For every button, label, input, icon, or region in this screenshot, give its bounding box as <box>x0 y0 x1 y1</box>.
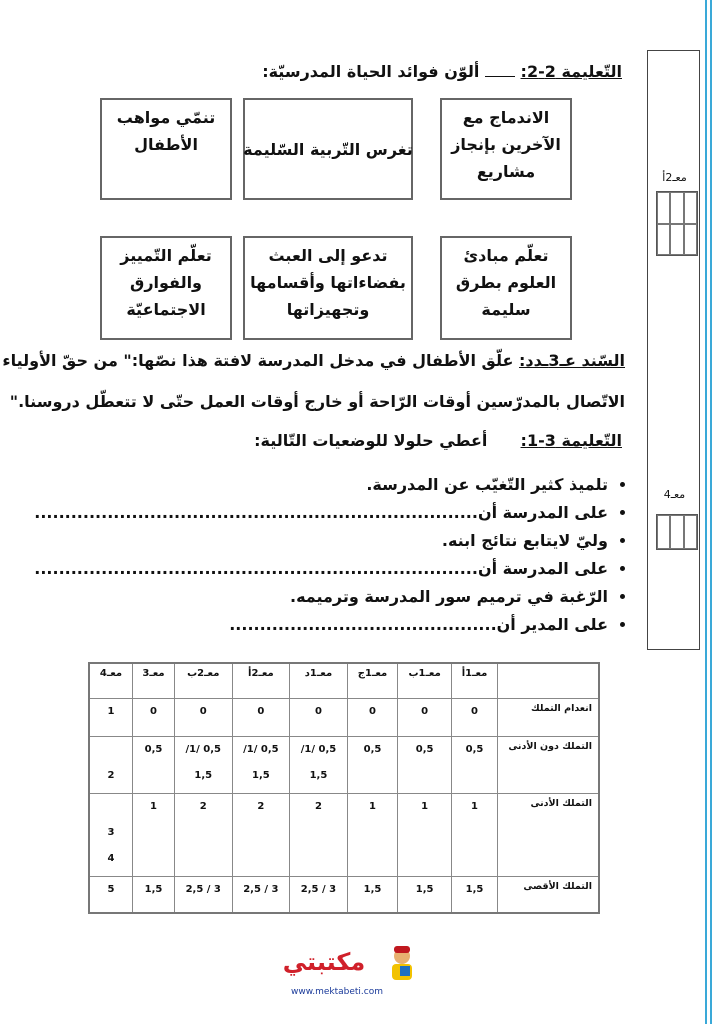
task-2-2-heading <box>262 62 622 81</box>
grading-criteria-table <box>88 662 600 914</box>
benefit-box-5[interactable]: تدعو إلى العبث بفضاءاتها وأقسامها وتجهيزاتها <box>243 236 413 340</box>
score-cell: 2 <box>232 794 290 877</box>
sanad-3-line-1 <box>2 351 625 370</box>
header-cell: معـ1ب <box>398 663 452 699</box>
header-cell: معـ1أ <box>452 663 498 699</box>
svg-text:مكتبتي: مكتبتي <box>282 948 366 976</box>
score-cell: 0,5 /1/ 1,5 <box>232 737 290 794</box>
score-cell: 0,5 <box>133 737 175 794</box>
score-cell: 5 <box>89 877 133 913</box>
page-border-inner <box>710 0 712 1024</box>
situation-item: • الرّغبة في ترميم سور المدرسة وترميمه. <box>34 583 608 611</box>
logo-graphic <box>262 944 422 998</box>
score-cell: 0,5 /1/ 1,5 <box>174 737 232 794</box>
score-cell: 1 <box>133 794 175 877</box>
task-label: التّعليمة 2-2: <box>520 62 622 81</box>
page-border-outer <box>705 0 707 1024</box>
grading-sidebar <box>647 50 700 650</box>
task-instruction: أعطي حلولا للوضعيات التّالية: <box>254 431 488 450</box>
row-label: التملك الأدنى <box>498 794 600 877</box>
row-label: التملك الأقصى <box>498 877 600 913</box>
header-cell: معـ2ب <box>174 663 232 699</box>
header-cell: معـ1د <box>290 663 348 699</box>
score-cell: 0 <box>398 699 452 737</box>
score-cell: 0 <box>452 699 498 737</box>
table-row <box>89 877 599 913</box>
score-cell: 1 <box>398 794 452 877</box>
score-cell: 0 <box>290 699 348 737</box>
sanad-text-1: علّق الأطفال في مدخل المدرسة لافتة هذا نصّها:" من حقّ الأولياء <box>2 351 514 370</box>
task-3-1-heading <box>254 431 622 450</box>
score-cell: 0 <box>232 699 290 737</box>
situation-item: • وليّ لايتابع نتائج ابنه. <box>34 527 608 555</box>
row-label: التملك دون الأدنى <box>498 737 600 794</box>
table-header-row <box>89 663 599 699</box>
task-label: التّعليمة 3-1: <box>520 431 622 450</box>
sidebar-label-a: معـ2أ <box>662 171 687 184</box>
score-grid-b <box>656 514 698 550</box>
score-cell: 0,5 <box>347 737 397 794</box>
score-cell: 3 4 <box>89 794 133 877</box>
logo-url: www.mektabeti.com <box>290 987 384 997</box>
score-cell: 1 <box>89 699 133 737</box>
task-instruction: ألوّن فوائد الحياة المدرسيّة: <box>262 62 480 81</box>
situation-item: • تلميذ كثير التّغيّب عن المدرسة. <box>34 471 608 499</box>
answer-line[interactable]: • على المدير أن............................................ <box>34 611 608 639</box>
score-cell: 2 <box>174 794 232 877</box>
table-row <box>89 794 599 877</box>
sidebar-label-b: معـ4 <box>663 488 686 501</box>
score-cell: 0 <box>174 699 232 737</box>
score-grid-a <box>656 191 698 256</box>
score-cell: 1,5 <box>398 877 452 913</box>
situations-list <box>34 471 630 639</box>
score-cell: 3 / 2,5 <box>174 877 232 913</box>
score-cell: 1 <box>347 794 397 877</box>
score-cell: 3 / 2,5 <box>290 877 348 913</box>
score-cell: 2 <box>89 737 133 794</box>
table-row <box>89 737 599 794</box>
sanad-label: السّند عـ3ـدد: <box>519 351 625 370</box>
header-cell: معـ4 <box>89 663 133 699</box>
answer-line[interactable]: • على المدرسة أن......................................................................... <box>34 555 608 583</box>
mektabeti-logo <box>262 944 422 998</box>
score-cell: 0 <box>133 699 175 737</box>
score-cell: 1,5 <box>452 877 498 913</box>
score-cell: 1 <box>452 794 498 877</box>
row-label: انعدام التملك <box>498 699 600 737</box>
benefit-box-2[interactable]: تغرس التّربية السّليمة <box>243 98 413 200</box>
header-cell: معـ2أ <box>232 663 290 699</box>
score-cell: 0,5 <box>398 737 452 794</box>
header-cell <box>498 663 600 699</box>
score-cell: 1,5 <box>133 877 175 913</box>
benefit-box-1[interactable]: الاندماج مع الآخرين بإنجاز مشاريع <box>440 98 572 200</box>
score-cell: 0,5 <box>452 737 498 794</box>
score-cell: 0,5 /1/ 1,5 <box>290 737 348 794</box>
score-cell: 2 <box>290 794 348 877</box>
table-row <box>89 699 599 737</box>
header-cell: معـ3 <box>133 663 175 699</box>
score-cell: 1,5 <box>347 877 397 913</box>
benefit-box-4[interactable]: تعلّم مبادئ العلوم بطرق سليمة <box>440 236 572 340</box>
benefit-box-6[interactable]: تعلّم التّمييز والفوارق الاجتماعيّة <box>100 236 232 340</box>
answer-line[interactable]: • على المدرسة أن......................................................................... <box>34 499 608 527</box>
benefit-box-3[interactable]: تنمّي مواهب الأطفال <box>100 98 232 200</box>
header-cell: معـ1ج <box>347 663 397 699</box>
score-cell: 3 / 2,5 <box>232 877 290 913</box>
score-cell: 0 <box>347 699 397 737</box>
sanad-3-line-2: الاتّصال بالمدرّسين أوقات الرّاحة أو خارج أوقات العمل حتّى لا تتعطّل دروسنا." <box>9 392 625 411</box>
